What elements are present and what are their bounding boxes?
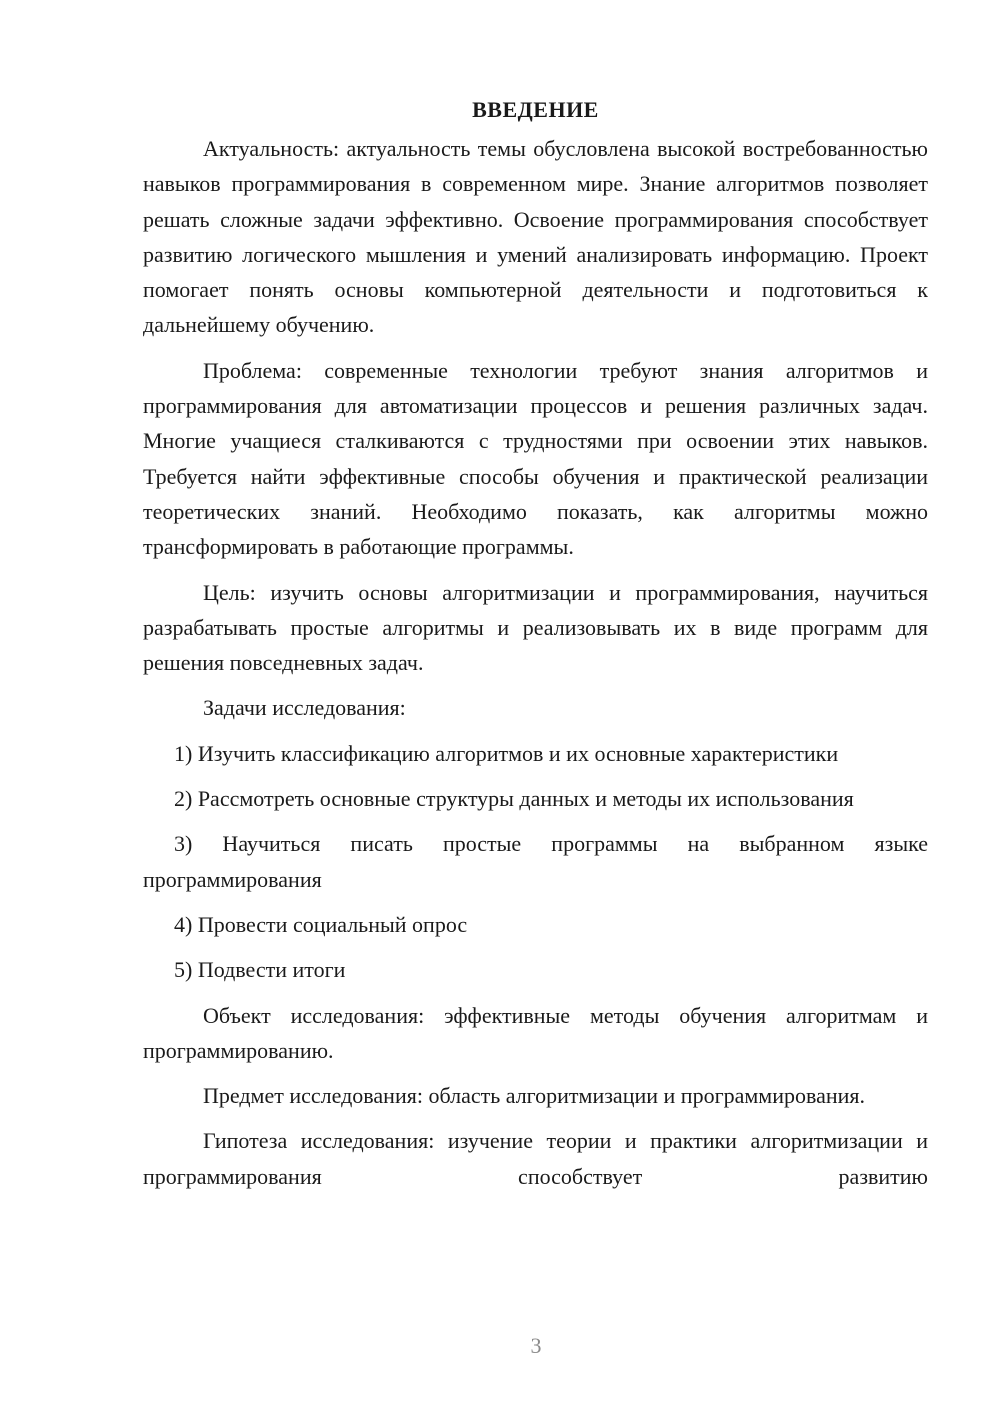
document-page [143, 92, 928, 1204]
list-item: 3) Научиться писать простые программы на выбранном языке программирования [143, 831, 928, 892]
paragraph-problem: Проблема: современные технологии требуют знания алгоритмов и программирования для автоматизации процессов и решения различных задач. Многие учащиеся сталкиваются с трудностями при освоении этих навыков. Требуется найти эффективные способы обучения и практической реализации теоретических знаний. Необходимо показать, как алгоритмы можно трансформировать в работающие программы. [143, 357, 928, 560]
list-item: 1) Изучить классификацию алгоритмов и их основные характеристики [174, 740, 839, 766]
paragraph-goal: Цель: изучить основы алгоритмизации и программирования, научиться разрабатывать простые алгоритмы и реализовывать их в виде программ для решения повседневных задач. [143, 579, 928, 676]
page-number: 3 [530, 1333, 542, 1358]
list-item: 2) Рассмотреть основные структуры данных и методы их использования [174, 786, 854, 812]
paragraph-object: Объект исследования: эффективные методы обучения алгоритмам и программированию. [143, 1002, 928, 1063]
tasks-heading: Задачи исследования: [203, 695, 406, 721]
tasks-list [143, 736, 928, 988]
paragraph-subject: Предмет исследования: область алгоритмизации и программирования. [203, 1083, 865, 1109]
page-title: ВВЕДЕНИЕ [472, 97, 599, 122]
list-item: 4) Провести социальный опрос [174, 911, 468, 937]
list-item: 5) Подвести итоги [174, 957, 346, 983]
paragraph-relevance: Актуальность: актуальность темы обусловлена высокой востребованностью навыков программирования в современном мире. Знание алгоритмов позволяет решать сложные задачи эффективно. Освоение программирования способствует развитию логического мышления и умений анализировать информацию. Проект помогает понять основы компьютерной деятельности и подготовиться к дальнейшему обучению. [143, 136, 928, 338]
paragraph-hypothesis: Гипотеза исследования: изучение теории и практики алгоритмизации и программирования способствует развитию [143, 1128, 928, 1189]
